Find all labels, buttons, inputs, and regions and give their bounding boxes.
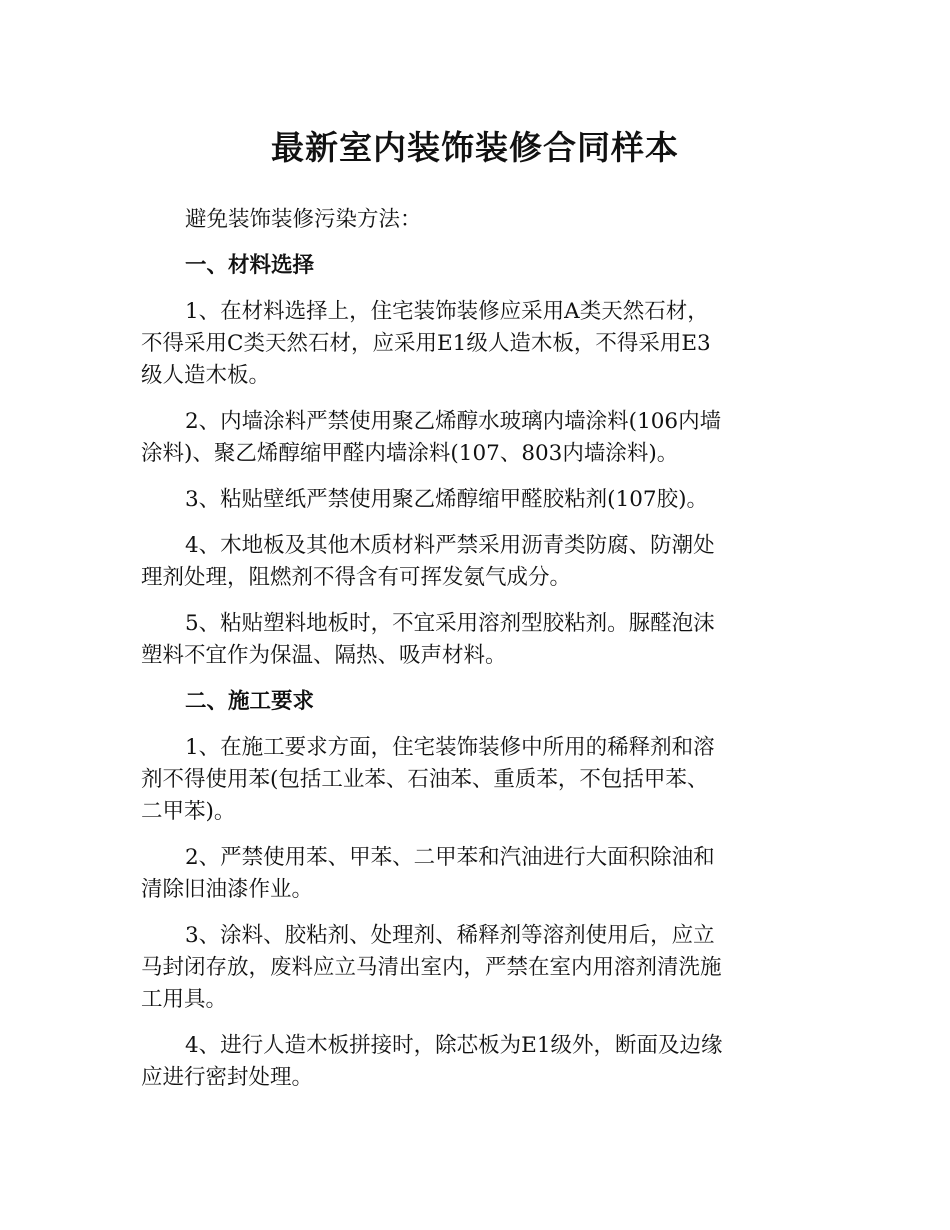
document-body (141, 204, 821, 1108)
text-line: 工用具。 (141, 987, 228, 1012)
text-line: 应进行密封处理。 (141, 1065, 314, 1090)
text-line: 1、在施工要求方面，住宅装饰装修中所用的稀释剂和溶 (185, 735, 715, 760)
document-title: 最新室内装饰装修合同样本 (271, 128, 679, 167)
paragraph (141, 1030, 821, 1094)
text-line: 塑料不宜作为保温、隔热、吸声材料。 (141, 643, 507, 668)
text-line: 清除旧油漆作业。 (141, 877, 314, 902)
text-line: 2、严禁使用苯、甲苯、二甲苯和汽油进行大面积除油和 (185, 845, 715, 870)
text-line: 5、粘贴塑料地板时，不宜采用溶剂型胶粘剂。脲醛泡沫 (185, 611, 715, 636)
paragraph (141, 608, 821, 672)
paragraph (141, 296, 821, 392)
section-heading (141, 686, 821, 718)
text-line: 剂不得使用苯(包括工业苯、石油苯、重质苯，不包括甲苯、 (141, 767, 709, 792)
text-line: 马封闭存放，废料应立马清出室内，严禁在室内用溶剂清洗施 (141, 955, 722, 980)
paragraph (141, 484, 821, 516)
text-line: 1、在材料选择上，住宅装饰装修应采用A类天然石材， (185, 299, 709, 324)
text-line: 避免装饰装修污染方法： (185, 207, 422, 232)
paragraph (141, 406, 821, 470)
text-line: 4、进行人造木板拼接时，除芯板为E1级外，断面及边缘 (185, 1033, 723, 1058)
text-line: 理剂处理，阻燃剂不得含有可挥发氨气成分。 (141, 565, 572, 590)
text-line: 不得采用C类天然石材，应采用E1级人造木板，不得采用E3 (141, 331, 711, 356)
text-line: 二甲苯)。 (141, 799, 236, 824)
paragraph (141, 204, 821, 236)
paragraph (141, 842, 821, 906)
text-line: 4、木地板及其他木质材料严禁采用沥青类防腐、防潮处 (185, 533, 715, 558)
text-line: 3、涂料、胶粘剂、处理剂、稀释剂等溶剂使用后，应立 (185, 923, 715, 948)
paragraph (141, 920, 821, 1016)
paragraph (141, 732, 821, 828)
text-line: 3、粘贴壁纸严禁使用聚乙烯醇缩甲醛胶粘剂(107胶)。 (185, 487, 708, 512)
text-line: 级人造木板。 (141, 363, 271, 388)
text-line: 二、施工要求 (185, 689, 315, 714)
text-line: 涂料)、聚乙烯醇缩甲醛内墙涂料(107、803内墙涂料)。 (141, 441, 679, 466)
section-heading (141, 250, 821, 282)
text-line: 一、材料选择 (185, 253, 315, 278)
text-line: 2、内墙涂料严禁使用聚乙烯醇水玻璃内墙涂料(106内墙 (185, 409, 722, 434)
paragraph (141, 530, 821, 594)
